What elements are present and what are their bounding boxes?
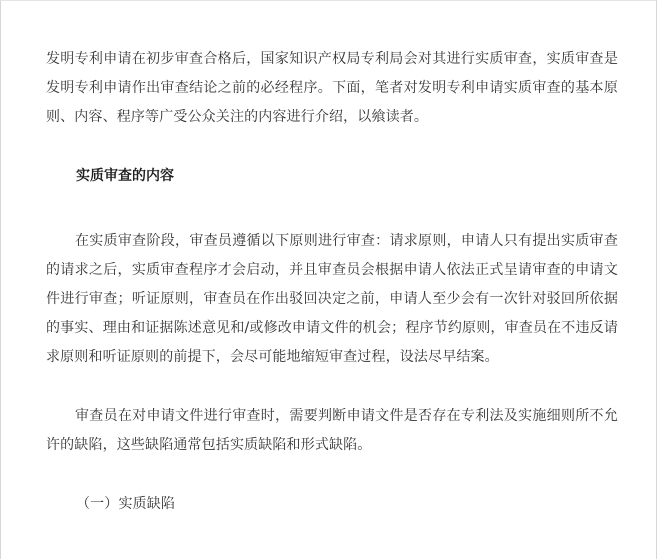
subsection-heading: （一）实质缺陷 bbox=[76, 496, 176, 512]
intro-paragraph: 发明专利申请在初步审查合格后，国家知识产权局专利局会对其进行实质审查，实质审查是发明专利申请作出审查结论之前的必经程序。下面，笔者对发明专利申请实质审查的基本原则、内容、程序等广受公众关注的内容进行介绍，以飨读者。 bbox=[46, 51, 618, 125]
principles-paragraph: 在实质审查阶段，审查员遵循以下原则进行审查：请求原则，申请人只有提出实质审查的请求之后，实质审查程序才会启动，并且审查员会根据申请人依法正式呈请审查的申请文件进行审查；听证原则，审查员在作出驳回决定之前，申请人至少会有一次针对驳回所依据的事实、理由和证据陈述意见和/或修改申请文件的机会；程序节约原则，审查员在不违反请求原则和听证原则的前提下，会尽可能地缩短审查过程，设法尽早结案。 bbox=[46, 233, 618, 365]
section-heading: 实质审查的内容 bbox=[76, 168, 174, 184]
defects-paragraph: 审查员在对申请文件进行审查时，需要判断申请文件是否存在专利法及实施细则所不允许的缺陷，这些缺陷通常包括实质缺陷和形式缺陷。 bbox=[46, 408, 618, 453]
article-body bbox=[46, 45, 618, 519]
